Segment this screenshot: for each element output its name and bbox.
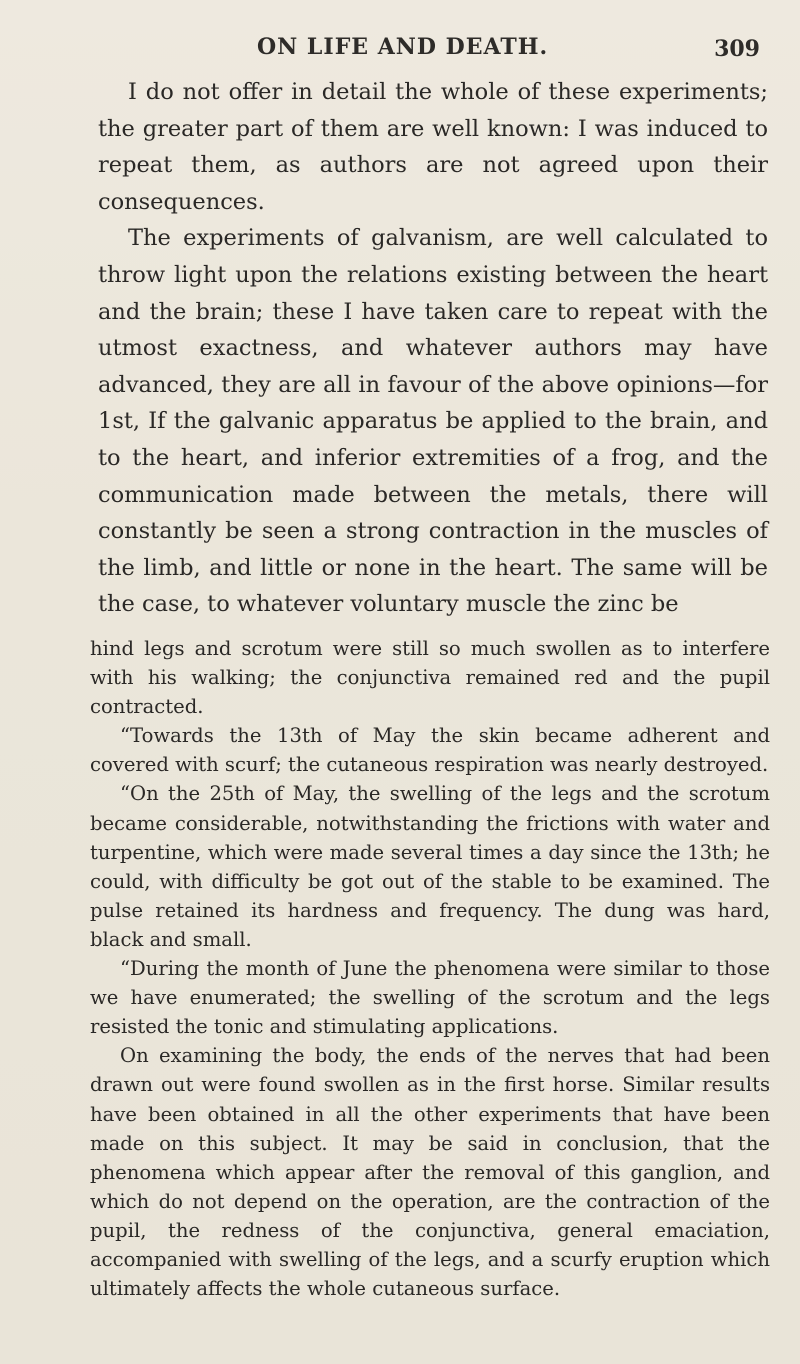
running-head — [0, 24, 800, 68]
upper-text-block — [98, 74, 768, 623]
paragraph: hind legs and scrotum were still so much swollen as to interfere with his walking; the conjunctiva remained red and the pupil contracted. — [90, 637, 770, 719]
paragraph: “Towards the 13th of May the skin became adherent and covered with scurf; the cutaneous respiration was nearly destroyed. — [90, 724, 770, 777]
running-title: ON LIFE AND DEATH. — [257, 34, 549, 60]
lower-text-block — [90, 634, 770, 1303]
paragraph: The experiments of galvanism, are well calculated to throw light upon the relations existing between the heart and the brain; these I have taken care to repeat with the utmost exactness, and whatever authors may have advanced, they are all in favour of the above opinions—for 1st, If the galvanic apparatus be applied to the brain, and to the heart, and inferior extremities of a frog, and the communication made between the metals, there will constantly be seen a strong contraction in the muscles of the limb, and little or none in the heart. The same will be the case, to whatever voluntary muscle the zinc be — [98, 225, 768, 618]
page-number: 309 — [714, 36, 760, 62]
paragraph: On examining the body, the ends of the nerves that had been drawn out were found swollen as in the first horse. Similar results have been obtained in all the other experiments that have been made on this subject. It may be said in conclusion, that the phenomena which appear after the removal of this ganglion, and which do not depend on the operation, are the contraction of the pupil, the redness of the conjunctiva, general emaciation, accompanied with swelling of the legs, and a scurfy eruption which ultimately affects the whole cutaneous surface. — [90, 1044, 770, 1301]
paragraph: “On the 25th of May, the swelling of the legs and the scrotum became considerable, notwithstanding the frictions with water and turpentine, which were made several times a day since the 13th; he could, with difficulty be got out of the stable to be examined. The pulse retained its hardness and frequency. The dung was hard, black and small. — [90, 782, 770, 951]
paragraph: I do not offer in detail the whole of these experiments; the greater part of them are well known: I was induced to repeat them, as authors are not agreed upon their consequences. — [98, 79, 768, 215]
paragraph: “During the month of June the phenomena were similar to those we have enumerated; the swelling of the scrotum and the legs resisted the tonic and stimulating applications. — [90, 957, 770, 1039]
